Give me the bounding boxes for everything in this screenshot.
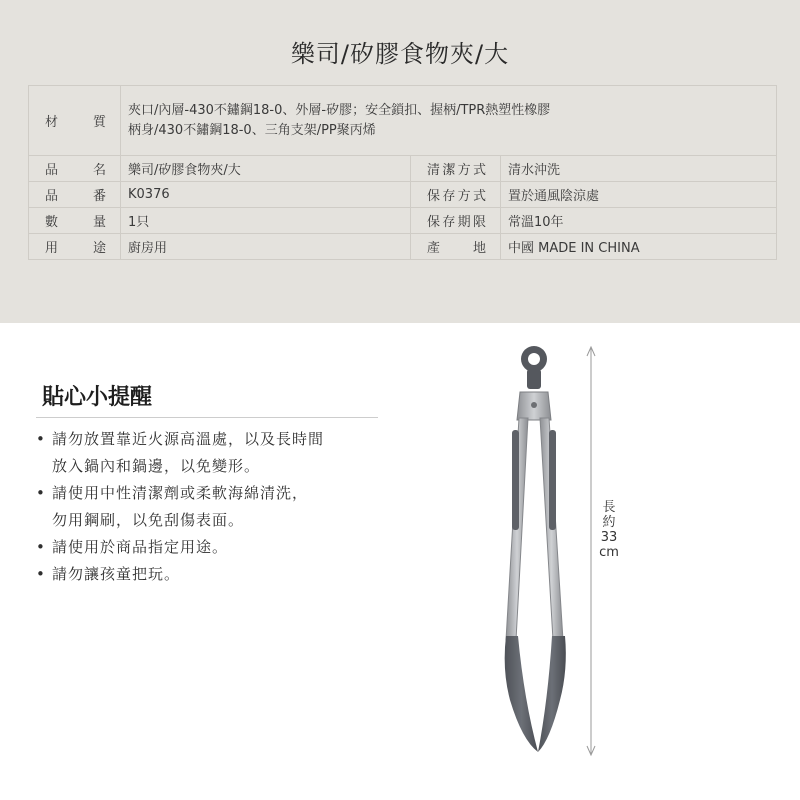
tip-item	[36, 561, 386, 588]
spec-label: 產 地	[411, 234, 501, 260]
dimension-label	[599, 500, 619, 560]
material-line-2: 柄身/430不鏽鋼18-0、三角支架/PP聚丙烯	[128, 122, 376, 138]
bullet-icon: •	[36, 565, 46, 583]
tongs-left-arm	[505, 418, 538, 752]
spec-row	[29, 208, 777, 234]
dimension-char: cm	[599, 545, 619, 560]
tips-title: 貼心小提醒	[42, 385, 153, 410]
spec-value: 1只	[121, 208, 411, 234]
spec-value: 常溫10年	[501, 208, 777, 234]
material-line-1: 夾口/內層-430不鏽鋼18-0、外層-矽膠；安全鎖扣、握柄/TPR熱塑性橡膠	[128, 102, 551, 118]
spec-table	[28, 85, 777, 260]
bullet-icon: •	[36, 430, 46, 448]
spec-label: 品 番	[29, 182, 121, 208]
spec-label: 保存方式	[411, 182, 501, 208]
page-title: 樂司/矽膠食物夾/大	[290, 40, 510, 68]
spec-value: 中國 MADE IN CHINA	[501, 234, 777, 260]
tip-line: 請使用中性清潔劑或柔軟海綿清洗，	[52, 484, 309, 502]
spec-value: 清水沖洗	[501, 156, 777, 182]
spec-value: K0376	[121, 182, 411, 208]
tongs-hinge	[517, 392, 551, 420]
tip-line: 請勿放置靠近火源高溫處，以及長時間	[52, 430, 325, 448]
dimension-char: 長	[602, 500, 616, 515]
spec-label: 數 量	[29, 208, 121, 234]
tip-line: 請勿讓孩童把玩。	[52, 565, 181, 583]
spec-label: 用 途	[29, 234, 121, 260]
tip-line: 請使用於商品指定用途。	[52, 538, 229, 556]
spec-label: 品 名	[29, 156, 121, 182]
tip-line: 放入鍋內和鍋邊，以免變形。	[52, 457, 261, 475]
tips-section	[36, 380, 386, 588]
spec-panel	[0, 0, 800, 323]
spec-row	[29, 234, 777, 260]
tip-item	[36, 480, 386, 534]
bullet-icon: •	[36, 484, 46, 502]
spec-label: 清潔方式	[411, 156, 501, 182]
dimension-arrow	[587, 347, 595, 755]
spec-value: 廚房用	[121, 234, 411, 260]
tips-divider	[36, 417, 378, 418]
spec-value: 樂司/矽膠食物夾/大	[121, 156, 411, 182]
tongs-right-arm	[538, 418, 566, 752]
spec-value: 置於通風陰涼處	[501, 182, 777, 208]
tips-list	[36, 426, 386, 588]
spec-row	[29, 156, 777, 182]
bullet-icon: •	[36, 538, 46, 556]
tongs-ring	[521, 346, 547, 389]
spec-value-material	[121, 86, 777, 156]
tip-item	[36, 534, 386, 561]
tip-line: 勿用鋼刷，以免刮傷表面。	[52, 511, 245, 529]
dimension-char: 約	[602, 515, 616, 530]
tongs-image	[480, 340, 650, 780]
spec-row-material	[29, 86, 777, 156]
spec-row	[29, 182, 777, 208]
spec-label-material: 材 質	[29, 86, 121, 156]
tip-item	[36, 426, 386, 480]
dimension-char: 33	[600, 530, 618, 545]
spec-label: 保存期限	[411, 208, 501, 234]
